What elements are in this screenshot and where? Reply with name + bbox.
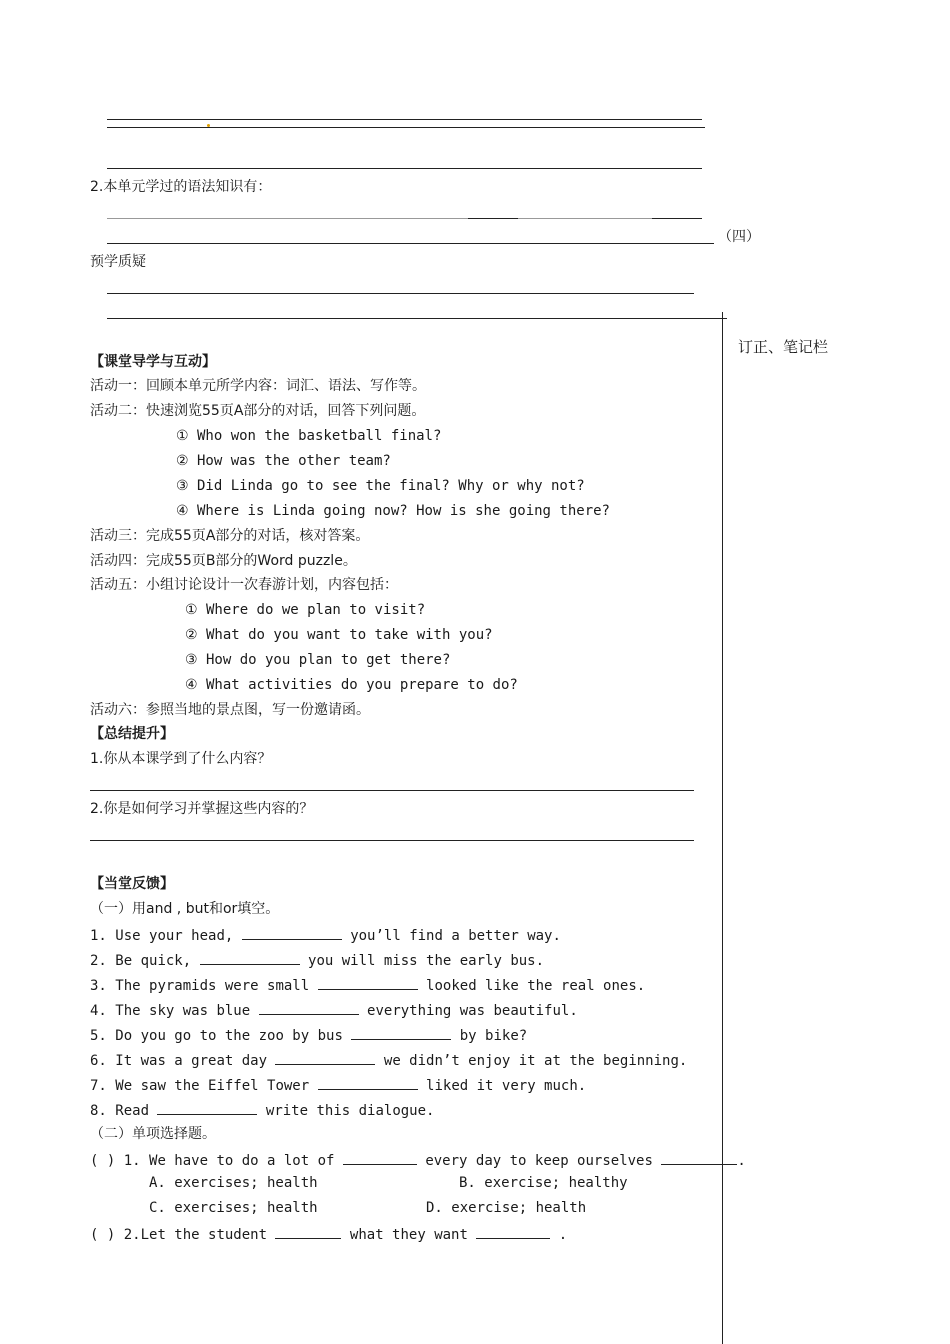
fill-item xyxy=(90,950,544,970)
activity-5-question: ③ How do you plan to get there? xyxy=(185,652,451,668)
section-4-label: （四） xyxy=(718,229,760,245)
item-number: 3. xyxy=(90,978,107,994)
answer-line xyxy=(90,840,694,841)
summary-question-1: 1.你从本课学到了什么内容？ xyxy=(90,751,272,767)
fill-blank[interactable] xyxy=(343,1150,417,1165)
question-stem: every day to keep ourselves xyxy=(425,1153,653,1169)
question-end: . xyxy=(558,1227,568,1243)
fill-item xyxy=(90,975,645,995)
answer-line xyxy=(90,790,694,791)
item-text: write this dialogue. xyxy=(265,1103,435,1119)
fill-item xyxy=(90,1025,527,1045)
answer-line xyxy=(107,218,702,219)
answer-paren[interactable]: ( ) xyxy=(90,1153,116,1169)
activity-3: 活动三：完成55页A部分的对话，核对答案。 xyxy=(90,528,370,544)
question-stem: 1. We have to do a lot of xyxy=(123,1153,335,1169)
activity-5-question: ② What do you want to take with you? xyxy=(185,627,493,643)
fill-blank[interactable] xyxy=(275,1224,341,1239)
summary-question-2: 2.你是如何学习并掌握这些内容的？ xyxy=(90,801,314,817)
notes-column-label: 订正、笔记栏 xyxy=(738,338,829,356)
item-text: Read xyxy=(115,1103,150,1119)
activity-2: 活动二：快速浏览55页A部分的对话，回答下列问题。 xyxy=(90,403,426,419)
item-number: 7. xyxy=(90,1078,107,1094)
activity-1: 活动一：回顾本单元所学内容：词汇、语法、写作等。 xyxy=(90,378,426,394)
item-text: everything was beautiful. xyxy=(367,1003,578,1019)
answer-line xyxy=(107,127,705,128)
item-number: 5. xyxy=(90,1028,107,1044)
item-text: you’ll find a better way. xyxy=(350,928,561,944)
ink-speck xyxy=(207,124,210,127)
item-number: 2. xyxy=(90,953,107,969)
feedback-heading: 【当堂反馈】 xyxy=(90,876,174,892)
fill-item xyxy=(90,1000,578,1020)
item-text: liked it very much. xyxy=(426,1078,587,1094)
answer-paren[interactable]: ( ) xyxy=(90,1227,116,1243)
question-stem: 2.Let the student xyxy=(123,1227,268,1243)
activity-5-question: ① Where do we plan to visit? xyxy=(185,602,426,618)
item-number: 4. xyxy=(90,1003,107,1019)
fill-item xyxy=(90,925,561,945)
item-text: Use your head, xyxy=(115,928,234,944)
answer-line xyxy=(107,168,702,169)
answer-line xyxy=(107,318,727,319)
item-number: 8. xyxy=(90,1103,107,1119)
mc-option[interactable]: A. exercises; health xyxy=(149,1175,318,1191)
item-text: we didn’t enjoy it at the beginning. xyxy=(383,1053,688,1069)
section-4-title: 预学质疑 xyxy=(90,254,146,270)
mc-question-2 xyxy=(90,1224,567,1244)
grammar-prompt: 2.本单元学过的语法知识有： xyxy=(90,179,272,195)
answer-line xyxy=(468,218,518,219)
activity-6: 活动六：参照当地的景点图，写一份邀请函。 xyxy=(90,702,370,718)
fill-blank[interactable] xyxy=(242,925,342,940)
answer-line xyxy=(107,293,694,294)
question-stem: what they want xyxy=(349,1227,468,1243)
class-guide-heading: 【课堂导学与互动】 xyxy=(90,354,216,370)
answer-line xyxy=(107,119,702,120)
activity-2-question: ④ Where is Linda going now? How is she going there? xyxy=(176,503,610,519)
item-text: you will miss the early bus. xyxy=(308,953,545,969)
item-number: 1. xyxy=(90,928,107,944)
activity-2-question: ② How was the other team? xyxy=(176,453,391,469)
fill-blank[interactable] xyxy=(275,1050,375,1065)
fill-blank[interactable] xyxy=(318,1075,418,1090)
fill-blank[interactable] xyxy=(318,975,418,990)
mc-option[interactable]: C. exercises; health xyxy=(149,1200,318,1216)
fill-blank[interactable] xyxy=(661,1150,737,1165)
activity-2-question: ① Who won the basketball final? xyxy=(176,428,442,444)
fill-item xyxy=(90,1100,434,1120)
item-text: The pyramids were small xyxy=(115,978,310,994)
item-text: by bike? xyxy=(459,1028,528,1044)
fill-blank[interactable] xyxy=(157,1100,257,1115)
activity-2-question: ③ Did Linda go to see the final? Why or why not? xyxy=(176,478,585,494)
fill-blank[interactable] xyxy=(259,1000,359,1015)
question-end: . xyxy=(737,1153,746,1169)
item-text: Do you go to the zoo by bus xyxy=(115,1028,343,1044)
summary-heading: 【总结提升】 xyxy=(90,726,174,742)
notes-divider xyxy=(722,312,723,1344)
item-text: The sky was blue xyxy=(115,1003,251,1019)
activity-5: 活动五：小组讨论设计一次春游计划，内容包括： xyxy=(90,577,398,593)
fill-item xyxy=(90,1050,687,1070)
answer-line xyxy=(107,243,714,244)
mc-option[interactable]: B. exercise; healthy xyxy=(459,1175,628,1191)
part-2-title: （二）单项选择题。 xyxy=(90,1126,216,1142)
mc-question-1 xyxy=(90,1150,746,1170)
activity-4: 活动四：完成55页B部分的Word puzzle。 xyxy=(90,553,357,569)
activity-5-question: ④ What activities do you prepare to do? xyxy=(185,677,518,693)
item-text: It was a great day xyxy=(115,1053,268,1069)
item-number: 6. xyxy=(90,1053,107,1069)
fill-blank[interactable] xyxy=(200,950,300,965)
fill-item xyxy=(90,1075,586,1095)
item-text: looked like the real ones. xyxy=(426,978,646,994)
item-text: We saw the Eiffel Tower xyxy=(115,1078,310,1094)
answer-line xyxy=(652,218,702,219)
mc-option[interactable]: D. exercise; health xyxy=(426,1200,587,1216)
fill-blank[interactable] xyxy=(476,1224,550,1239)
part-1-title: （一）用and , but和or填空。 xyxy=(90,901,280,917)
fill-blank[interactable] xyxy=(351,1025,451,1040)
item-text: Be quick, xyxy=(115,953,192,969)
